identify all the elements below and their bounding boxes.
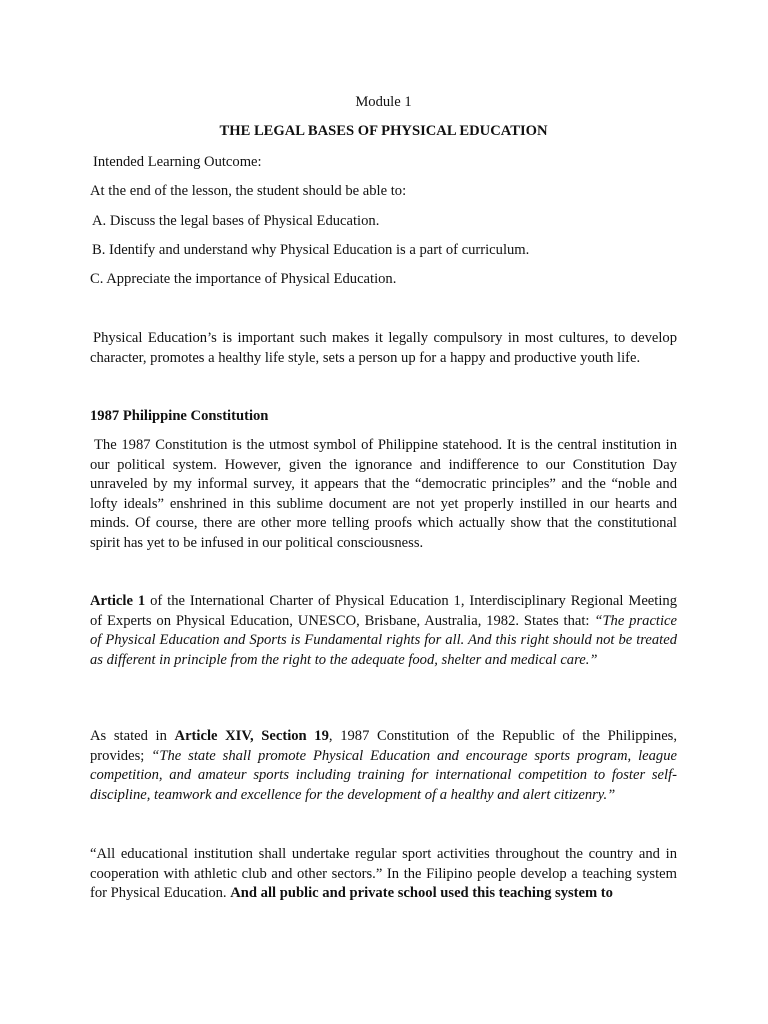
constitution-paragraph: The 1987 Constitution is the utmost symbol of Philippine statehood. It is the central institution in our political system. However, given the ignorance and indifference to our Constitution Day unraveled by my informal survey, it appears that the “democratic principles” and the “noble and lofty ideals” enshrined in this sublime document are not yet properly instilled in our hearts and minds. Of course, there are other more telling proofs which actually show that the constitutional spirit has yet to be infused in our political consciousness. [90, 437, 677, 551]
article-1-text: of the International Charter of Physical Education 1, Interdisciplinary Regional Meeting of Experts on Physical Education, UNESCO, Brisbane, Australia, 1982. States that: [90, 593, 677, 629]
final-paragraph-text: “All educational institution shall undertake regular sport activities throughout the country and in cooperation with athletic club and other sectors.” In the Filipino people develop a teaching system for Physical Education. [90, 846, 677, 901]
final-paragraph [90, 845, 677, 904]
article-14-label: Article XIV, Section 19 [174, 728, 329, 744]
article-1-paragraph [90, 592, 677, 670]
article-1-quote: “The practice of Physical Education and Sports is Fundamental rights for all. And this right should not be treated as different in principle from the right to the adequate food, shelter and medical care.” [90, 612, 677, 668]
outcome-intro: At the end of the lesson, the student should be able to: [90, 183, 407, 199]
final-paragraph-bold: And all public and private school used this teaching system to [230, 885, 613, 901]
intro-paragraph: Physical Education’s is important such makes it legally compulsory in most cultures, to develop character, promotes a healthy life style, sets a person up for a happy and productive youth life. [90, 330, 677, 366]
outcome-item-a: A. Discuss the legal bases of Physical Education. [92, 213, 380, 229]
module-label: Module 1 [355, 94, 412, 110]
outcome-item-c: C. Appreciate the importance of Physical Education. [90, 271, 397, 287]
outcome-item-b: B. Identify and understand why Physical Education is a part of curriculum. [92, 242, 530, 258]
article-1-label: Article 1 [90, 593, 146, 609]
constitution-heading: 1987 Philippine Constitution [90, 408, 269, 424]
article-14-prefix: As stated in [90, 728, 175, 744]
article-14-quote: “The state shall promote Physical Education and encourage sports program, league competition, and amateur sports including training for international competition to foster self-discipline, teamwork and excellence for the development of a healthy and alert citizenry.” [90, 747, 677, 803]
document-page [90, 0, 677, 1024]
article-14-text: , 1987 Constitution of the Republic of the Philippines, provides; [90, 728, 677, 764]
outcome-heading: Intended Learning Outcome: [93, 154, 262, 170]
module-title: THE LEGAL BASES OF PHYSICAL EDUCATION [219, 123, 548, 139]
article-14-paragraph [90, 727, 677, 805]
